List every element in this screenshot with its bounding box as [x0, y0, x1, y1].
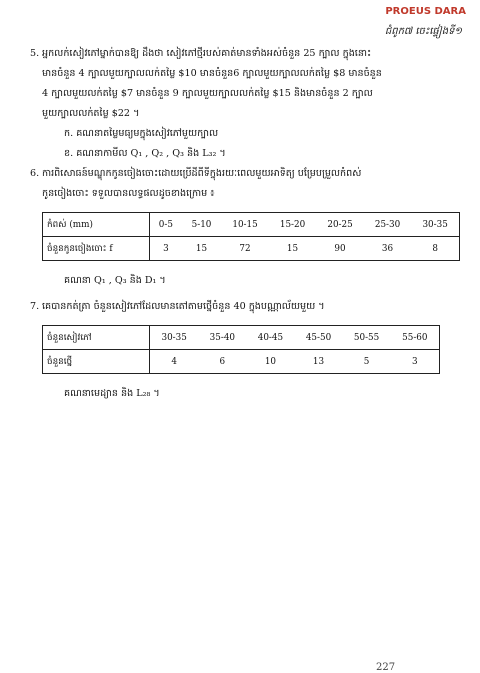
- table-row: [43, 350, 440, 374]
- page-number: 227: [376, 662, 396, 673]
- table-cell: 15: [182, 237, 222, 261]
- row-header: ចំនួនកូនចៀងចោះ f: [43, 237, 150, 261]
- frequency-table-books: [42, 325, 440, 374]
- table-cell: 10-15: [221, 213, 269, 237]
- brand-watermark: PROEUS DARA: [385, 6, 466, 17]
- exercise-text-line: អ្នកលក់សៀវភៅម្នាក់បានឱ្យ ដឹងថា សៀវភៅថ្មីរបស់គាត់មានទាំងអស់ចំនួន 25 ក្បាល ក្នុងនោះ: [42, 48, 372, 59]
- exercise-6: [30, 164, 452, 291]
- table-cell: 3: [150, 237, 182, 261]
- exercise-text-line: ការពិសោធន៍មណ្ឌុកកូនចៀងចោះដោយប្រើដីពីទីក្នុងរយៈពេលមួយអាទិត្យ បម្រែបម្រួលកំពស់: [42, 168, 362, 179]
- row-header: ចំនួនសៀវភៅ: [43, 326, 150, 350]
- table-cell: 8: [411, 237, 459, 261]
- table-cell: 15: [269, 237, 317, 261]
- table-cell: 20-25: [316, 213, 364, 237]
- table-cell: 5: [343, 350, 391, 374]
- table-cell: 0-5: [150, 213, 182, 237]
- table-cell: 55-60: [391, 326, 440, 350]
- table-cell: 6: [198, 350, 246, 374]
- table-cell: 30-35: [150, 326, 199, 350]
- exercise-text-line: គេបានកត់ត្រា ចំនួនសៀវភៅដែលមានតៅតាមថ្នើចំនួន 40 ក្នុងបណ្ណាល័យមួយ ។: [42, 301, 325, 312]
- table-row: [43, 326, 440, 350]
- table-cell: 35-40: [198, 326, 246, 350]
- exercise-question: គណនាមេដ្យាន និង L₂₈ ។: [64, 388, 160, 399]
- exercise-number: 7.: [30, 301, 40, 312]
- table-row: [43, 213, 460, 237]
- exercise-text-line: 4 ក្បាលមួយលក់តម្លៃ $7 មានចំនួន 9 ក្បាលមួយក្បាលលក់តម្លៃ $15 និងមានចំនួន 2 ក្បាល: [42, 88, 373, 99]
- table-cell: 90: [316, 237, 364, 261]
- table-cell: 5-10: [182, 213, 222, 237]
- exercise-question: គណនា Q₁ , Q₃ និង D₁ ។: [64, 275, 166, 286]
- table-cell: 4: [150, 350, 199, 374]
- table-cell: 13: [294, 350, 342, 374]
- exercise-5: [30, 44, 452, 164]
- table-cell: 45-50: [294, 326, 342, 350]
- chapter-header: ជំពូក៧ ចេះផ្ទៀងទី១: [384, 26, 462, 37]
- table-cell: 36: [364, 237, 412, 261]
- exercise-7: [30, 297, 452, 404]
- sub-question-a: ក. គណនាតម្លៃមធ្យមក្នុងសៀវភៅមួយក្បាល: [64, 128, 219, 139]
- page-content: [30, 44, 452, 410]
- exercise-text-line: មួយក្បាលលក់តម្លៃ $22 ។: [42, 108, 140, 119]
- row-header: ចំនួនថ្នើ: [43, 350, 150, 374]
- table-cell: 25-30: [364, 213, 412, 237]
- frequency-table-height: [42, 212, 460, 261]
- sub-question-b: ខ. គណនាកាមីល Q₁ , Q₂ , Q₃ និង L₃₂ ។: [64, 148, 226, 159]
- exercise-text-line: កូនចៀងចោះ ទទួលបានលទ្ធផលដូចខាងក្រោម ៖: [42, 188, 215, 199]
- table-cell: 10: [246, 350, 294, 374]
- exercise-number: 6.: [30, 168, 40, 179]
- table-cell: 30-35: [411, 213, 459, 237]
- table-cell: 72: [221, 237, 269, 261]
- row-header: កំពស់ (mm): [43, 213, 150, 237]
- exercise-text-line: មានចំនួន 4 ក្បាលមួយក្បាលលក់តម្លៃ $10 មានចំនួន6 ក្បាលមួយក្បាលលក់តម្លៃ $8 មានចំនួន: [42, 68, 382, 79]
- table-cell: 3: [391, 350, 440, 374]
- table-row: [43, 237, 460, 261]
- exercise-number: 5.: [30, 48, 40, 59]
- table-cell: 15-20: [269, 213, 317, 237]
- table-cell: 50-55: [343, 326, 391, 350]
- table-cell: 40-45: [246, 326, 294, 350]
